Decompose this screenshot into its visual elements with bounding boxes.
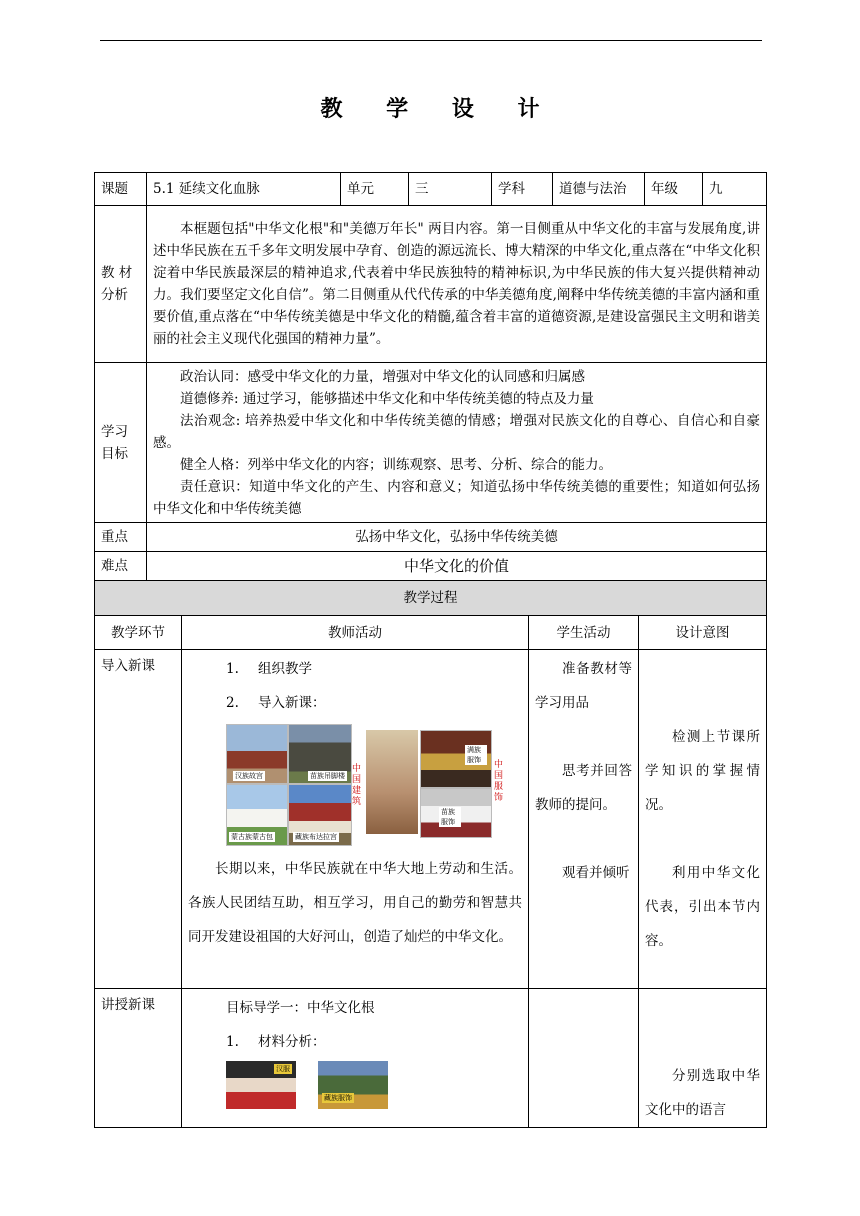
info-row bbox=[95, 173, 767, 206]
col-stage: 教学环节 bbox=[95, 616, 182, 650]
goals-label bbox=[95, 363, 147, 523]
photo-caption: 满族服饰 bbox=[465, 745, 487, 765]
student-activity-3: 观看并倾听 bbox=[562, 865, 630, 881]
goal-item: 政治认同：感受中华文化的力量，增强对中华文化的认同感和归属感 bbox=[180, 368, 585, 385]
architecture-photo bbox=[288, 784, 352, 846]
photo-caption: 蒙古族蒙古包 bbox=[231, 833, 273, 841]
photo-caption: 苗族吊脚楼 bbox=[310, 772, 345, 780]
student-activity-teaching bbox=[529, 989, 639, 1128]
costume-photo bbox=[420, 788, 492, 838]
analysis-text-cell bbox=[147, 206, 767, 363]
architecture-photo bbox=[288, 724, 352, 784]
key-point-row bbox=[95, 523, 767, 552]
costume-photo-row bbox=[226, 1059, 522, 1111]
costume-photo bbox=[366, 730, 418, 834]
lesson-info-table bbox=[94, 172, 767, 581]
goals-label-1: 学习 bbox=[101, 423, 128, 440]
hanfu-photo bbox=[226, 1061, 296, 1109]
grade-value: 九 bbox=[703, 173, 767, 206]
design-intent-teaching bbox=[639, 989, 767, 1128]
goals-text-cell bbox=[147, 363, 767, 523]
analysis-label bbox=[95, 206, 147, 363]
architecture-photo bbox=[226, 724, 288, 784]
student-activity-1: 准备教材等学习用品 bbox=[535, 661, 632, 711]
analysis-label-1: 教 材 bbox=[101, 265, 133, 281]
col-student: 学生活动 bbox=[529, 616, 639, 650]
process-row-intro bbox=[95, 650, 767, 989]
page-title: 教 学 设 计 bbox=[320, 96, 558, 122]
teacher-step: 1. 组织教学 bbox=[226, 661, 312, 677]
grade-label: 年级 bbox=[645, 173, 703, 206]
lesson-value: 5.1 延续文化血脉 bbox=[147, 173, 341, 206]
teacher-steps-list bbox=[188, 652, 522, 720]
subject-value: 道德与法治 bbox=[553, 173, 645, 206]
teacher-steps-list bbox=[188, 1025, 522, 1059]
goal-item: 责任意识：知道中华文化的产生、内容和意义；知道弘扬中华传统美德的重要性；知道如何弘扬中华文化和中华传统美德 bbox=[153, 478, 760, 517]
student-activity-block bbox=[535, 652, 632, 890]
student-activity-2: 思考并回答教师的提问。 bbox=[535, 763, 632, 813]
architecture-photo bbox=[226, 784, 288, 846]
stage-teaching: 讲授新课 bbox=[95, 989, 182, 1128]
lesson-label: 课题 bbox=[95, 173, 147, 206]
photo-caption: 藏族布达拉宫 bbox=[295, 833, 337, 841]
goals-label-2: 目标 bbox=[101, 445, 128, 462]
intent-block bbox=[645, 720, 760, 958]
target-heading: 目标导学一：中华文化根 bbox=[226, 1000, 375, 1016]
process-col-header-row bbox=[95, 616, 767, 650]
unit-label: 单元 bbox=[341, 173, 409, 206]
analysis-row bbox=[95, 206, 767, 363]
analysis-label-2: 分析 bbox=[101, 287, 128, 303]
culture-image-collage bbox=[226, 724, 522, 846]
goal-item: 道德修养: 通过学习，能够描述中华文化和中华传统美德的特点及力量 bbox=[180, 390, 594, 407]
intent-block bbox=[645, 1059, 760, 1127]
unit-value: 三 bbox=[409, 173, 492, 206]
intent-1: 分别选取中华文化中的语言 bbox=[645, 1068, 760, 1118]
costume-photo bbox=[420, 730, 492, 788]
difficulty-label: 难点 bbox=[95, 552, 147, 581]
design-intent-intro bbox=[639, 650, 767, 989]
architecture-caption: 中国建筑 bbox=[352, 764, 362, 807]
stage-intro: 导入新课 bbox=[95, 650, 182, 989]
costume-caption: 中国服饰 bbox=[494, 760, 504, 803]
key-point-text: 弘扬中华文化，弘扬中华传统美德 bbox=[147, 523, 767, 552]
intro-narrative bbox=[188, 852, 522, 954]
intent-2: 利用中华文化代表，引出本节内容。 bbox=[645, 865, 760, 949]
student-activity-intro bbox=[529, 650, 639, 989]
process-header: 教学过程 bbox=[95, 581, 767, 616]
teacher-step: 1. 材料分析： bbox=[226, 1034, 326, 1050]
photo-caption: 汉族故宫 bbox=[235, 772, 263, 780]
difficulty-text: 中华文化的价值 bbox=[147, 552, 767, 581]
intent-1: 检测上节课所学知识的掌握情况。 bbox=[645, 729, 760, 813]
goals-row bbox=[95, 363, 767, 523]
tibetan-dress-photo bbox=[318, 1061, 388, 1109]
subject-label: 学科 bbox=[492, 173, 553, 206]
teacher-activity-intro bbox=[182, 650, 529, 989]
difficulty-row bbox=[95, 552, 767, 581]
goal-item: 健全人格：列举中华文化的内容；训练观察、思考、分析、综合的能力。 bbox=[180, 456, 612, 473]
col-intent: 设计意图 bbox=[639, 616, 767, 650]
teacher-step: 2. 导入新课： bbox=[226, 695, 326, 711]
goal-item: 法治观念: 培养热爱中华文化和中华传统美德的情感；增强对民族文化的自尊心、自信心和自豪感。 bbox=[153, 412, 760, 451]
process-table bbox=[94, 580, 767, 1128]
intro-text: 长期以来，中华民族就在中华大地上劳动和生活。各族人民团结互助，相互学习，用自己的勤劳和智慧共同开发建设祖国的大好河山，创造了灿烂的中华文化。 bbox=[188, 861, 522, 945]
analysis-text: 本框题包括"中华文化根"和"美德万年长" 两目内容。第一目侧重从中华文化的丰富与发展角度,讲述中华民族在五千多年文明发展中孕育、创造的源远流长、博大精深的中华文化,重点落在“中华文化积淀着中华民族最深层的精神追求,代表着中华民族独特的精神标识,为中华民族的伟大复兴提供精神动力。我们要坚定文化自信”。第二目侧重从代代传承的中华美德角度,阐释中华传统美德的丰富内涵和重要价值,重点落在“中华传统美德是中华文化的精髓,蕴含着丰富的道德资源,是建设富强民主文明和谐美丽的社会主义现代化强国的精神力量”。 bbox=[153, 221, 760, 347]
key-point-label: 重点 bbox=[95, 523, 147, 552]
photo-caption: 苗族服饰 bbox=[439, 807, 461, 827]
photo-caption: 汉服 bbox=[276, 1065, 290, 1073]
process-header-row bbox=[95, 581, 767, 616]
header-rule bbox=[100, 40, 762, 41]
teacher-activity-teaching bbox=[182, 989, 529, 1128]
photo-caption: 藏族服饰 bbox=[324, 1094, 352, 1102]
col-teacher: 教师活动 bbox=[182, 616, 529, 650]
process-row-teaching bbox=[95, 989, 767, 1128]
